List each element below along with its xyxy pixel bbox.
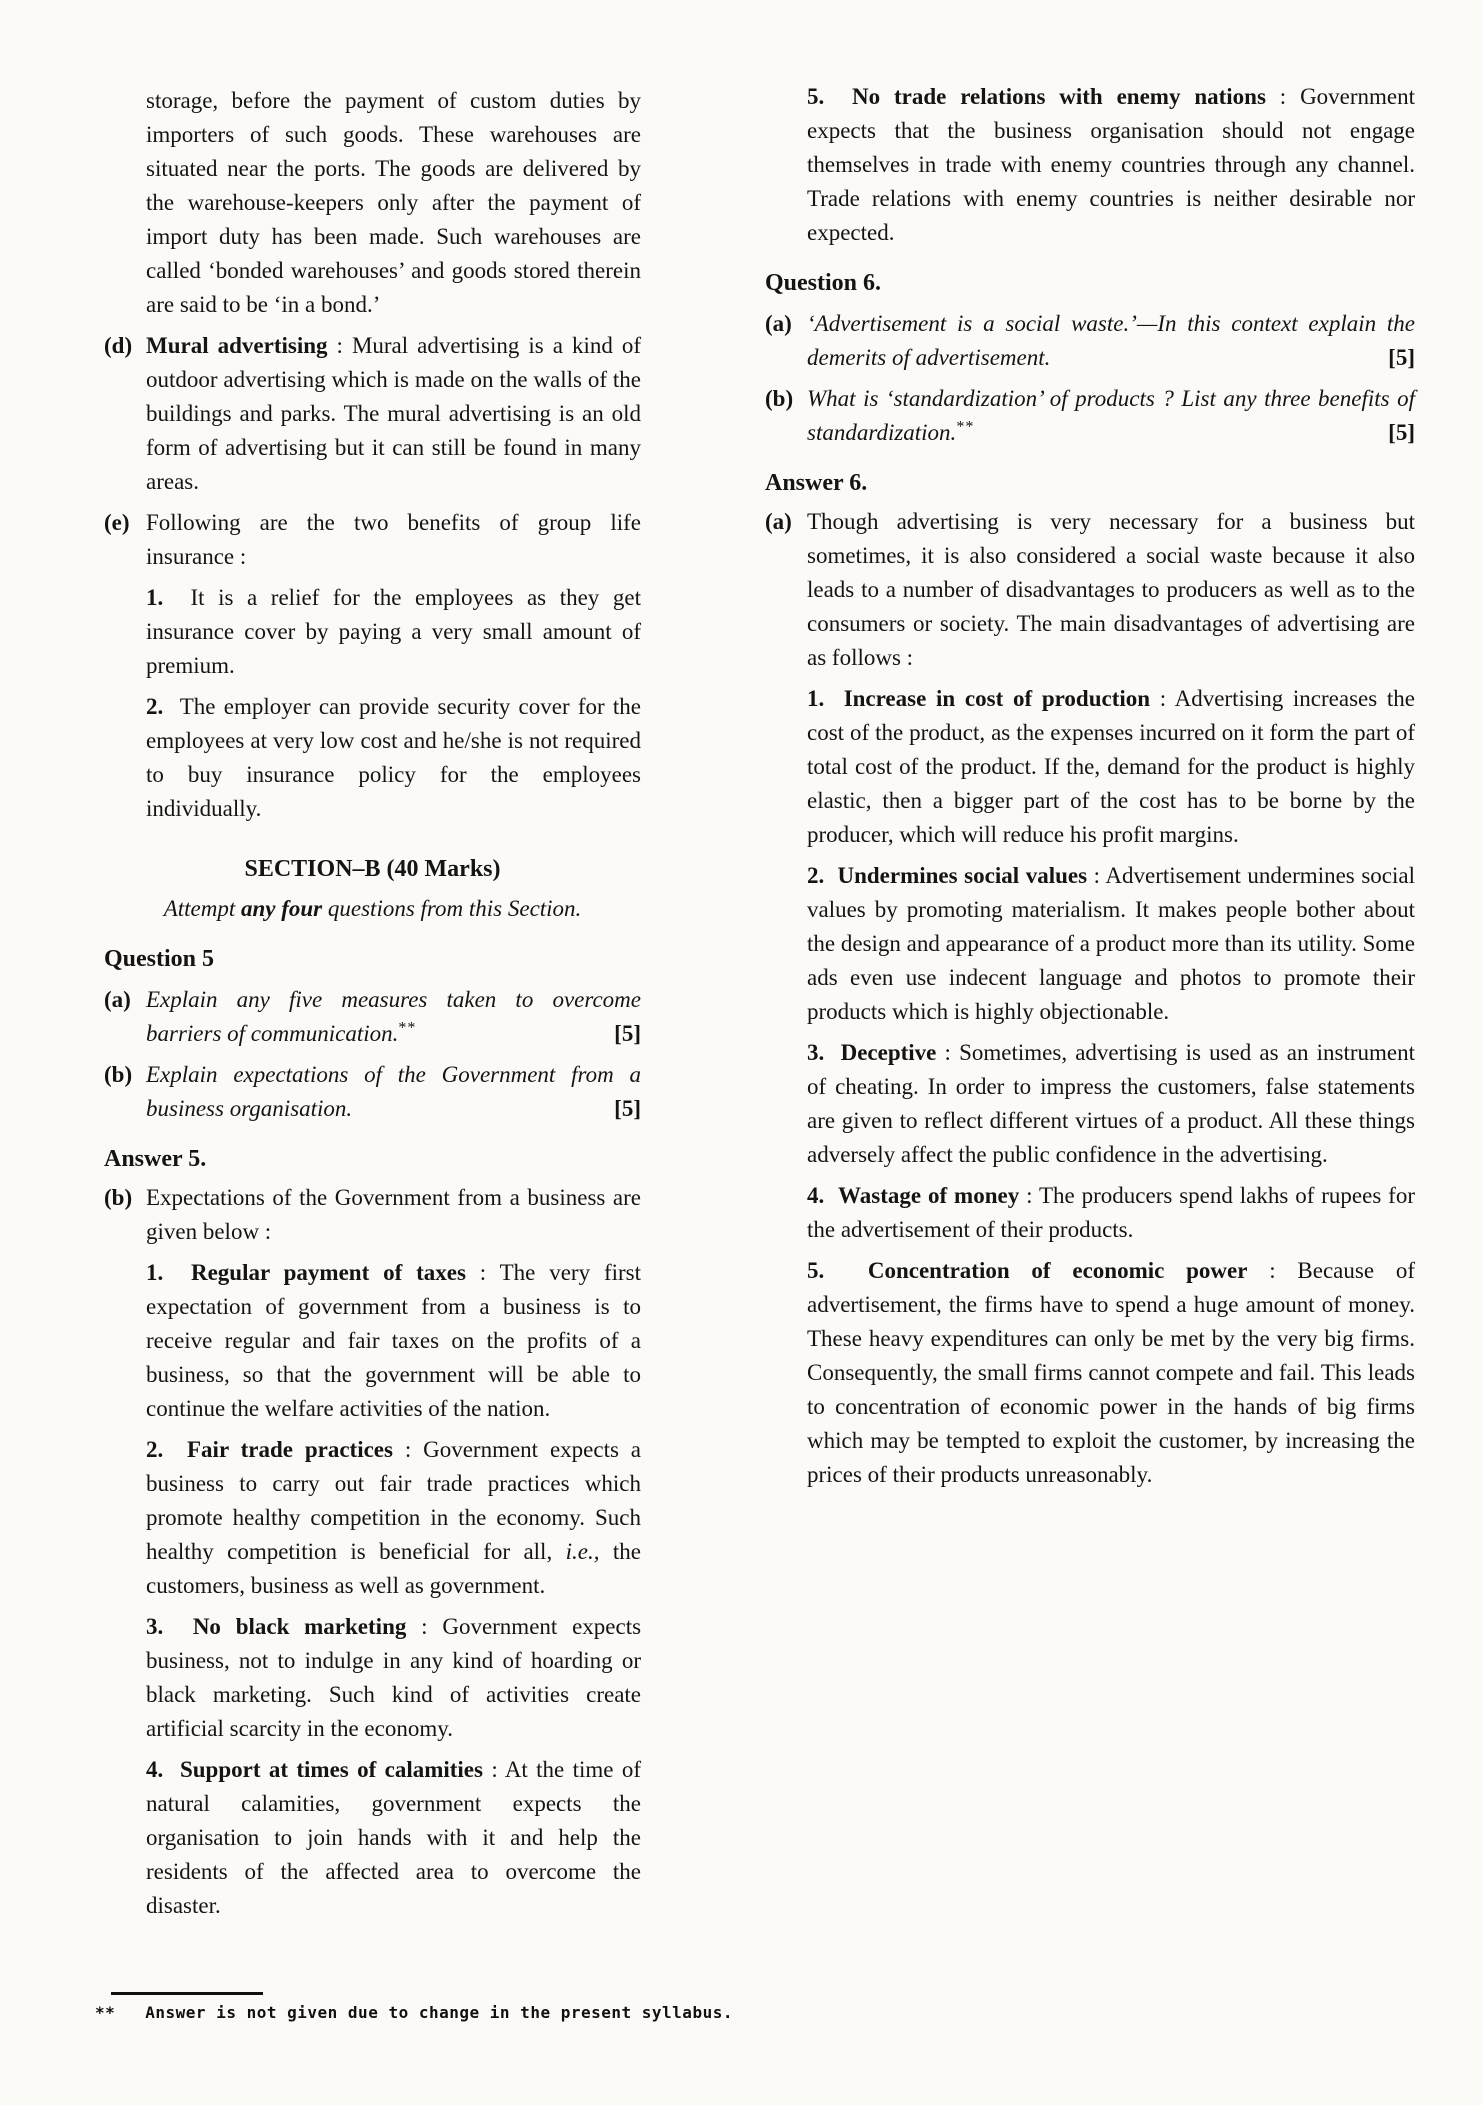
footnote — [95, 1992, 733, 2022]
point-text: Advertising increases the cost of the product, as the expenses incurred on it form the part of total cost of the product. If the, demand for the product is highly elastic, then a bigger part of the cost has to be borne by the producer, which will reduce his profit margins. — [807, 686, 1416, 847]
note-bold: any four — [240, 896, 323, 921]
answer5-b — [104, 1181, 641, 1923]
section-b-heading: SECTION–B (40 Marks) — [244, 856, 501, 882]
point-sep: : — [936, 1040, 960, 1065]
answer5-point-4 — [146, 1753, 641, 1923]
point-text: Advertisement undermines social values by promoting materialism. It makes people bother about the design and appearance of a product more than its utility. Some ads even use indecent language and photos to promote their products which is highly objectionable. — [807, 863, 1415, 1024]
point-text: The employer can provide security cover for the employees at very low cost and he/she is not required to buy insurance policy for the employees individually. — [146, 694, 642, 821]
right-column — [765, 80, 1415, 1492]
answer5-b-label: (b) — [104, 1185, 133, 1210]
point-lead: No trade relations with enemy nations — [852, 84, 1266, 109]
answer4-point-5 — [807, 80, 1415, 250]
point-number: 3. — [146, 1614, 164, 1639]
note-post: questions from this Section. — [322, 896, 582, 921]
point-lead: Concentration of economic power — [867, 1258, 1248, 1283]
question5-a-text: Explain any five measures taken to overcome barriers of communication. — [146, 987, 641, 1046]
section-b-note — [104, 892, 641, 926]
item-e-point-1 — [146, 581, 641, 683]
point-sep: : — [1019, 1183, 1039, 1208]
question6-a — [765, 307, 1415, 375]
item-d-body: Mural advertising is a kind of outdoor advertising which is made on the walls of the buildings and parks. The mural advertising is an old form of advertising but it can still be found in many areas. — [146, 333, 642, 494]
item-d-label: (d) — [104, 333, 133, 358]
question6-b-marks: [5] — [1388, 420, 1415, 445]
point-number: 2. — [146, 694, 164, 719]
question6-a-text: ‘Advertisement is a social waste.’—In this context explain the demerits of advertisement. — [807, 311, 1415, 370]
point-lead: Regular payment of taxes — [190, 1260, 466, 1285]
answer6-point-5 — [807, 1254, 1415, 1492]
double-star-reference: ** — [956, 418, 975, 436]
footnote-marker: ** — [95, 2003, 116, 2022]
list-item-e — [104, 506, 641, 826]
point-number: 3. — [807, 1040, 825, 1065]
point-number: 5. — [807, 84, 825, 109]
answer6-point-1 — [807, 682, 1415, 852]
answer6-a — [765, 505, 1415, 1492]
list-item-d — [104, 329, 641, 499]
point-sep: : — [482, 1757, 505, 1782]
point-lead: Support at times of calamities — [179, 1757, 483, 1782]
question5-a — [104, 983, 641, 1051]
point-lead: Wastage of money — [838, 1183, 1020, 1208]
point-number: 2. — [146, 1437, 164, 1462]
question6-title: Question 6. — [765, 270, 882, 296]
answer5-title: Answer 5. — [104, 1146, 207, 1172]
item-d-sep: : — [327, 333, 352, 358]
answer6-a-intro: Though advertising is very necessary for a business but sometimes, it is also considered a social waste because it also leads to a number of disadvantages to producers as well as to the consumers or society. The main disadvantages of advertising are as follows : — [807, 509, 1415, 670]
point-text-pre: Government expects a business to carry out fair trade practices which promote healthy competition in the economy. Such healthy competition is beneficial for all, — [146, 1437, 641, 1564]
question6-b — [765, 382, 1415, 450]
point-text: Because of advertisement, the firms have to spend a huge amount of money. These heavy expenditures can only be met by the very big firms. Consequently, the small firms cannot compete and fail. This leads to concentration of economic power in the hands of big firms which may be tempted to exploit the customer, by increasing the prices of their products unreasonably. — [807, 1258, 1415, 1487]
point-sep: : — [406, 1614, 443, 1639]
point-lead: No black marketing — [192, 1614, 407, 1639]
question5-b-text: Explain expectations of the Government from a business organisation. — [146, 1062, 641, 1121]
point-sep: : — [1150, 686, 1175, 711]
answer5-b-intro: Expectations of the Government from a business are given below : — [146, 1185, 641, 1244]
point-number: 1. — [807, 686, 825, 711]
point-number: 1. — [146, 1260, 164, 1285]
footnote-rule — [111, 1992, 263, 1995]
double-star-reference: ** — [398, 1019, 417, 1037]
question5-a-label: (a) — [104, 987, 131, 1012]
continuation-paragraph: storage, before the payment of custom duties by importers of such goods. These warehouses are situated near the ports. The goods are delivered by the warehouse-keepers only after the payment of import duty has been made. Such warehouses are called ‘bonded warehouses’ and goods stored therein are said to be ‘in a bond.’ — [146, 88, 641, 317]
question5-b-marks: [5] — [614, 1096, 641, 1121]
answer5-point-2 — [146, 1433, 641, 1603]
question6-a-label: (a) — [765, 311, 792, 336]
point-sep: : — [1087, 863, 1106, 888]
point-text: The producers spend lakhs of rupees for the advertisement of their products. — [807, 1183, 1415, 1242]
point-text: Government expects business, not to indulge in any kind of hoarding or black marketing. Such kind of activities create artificial scarcity in the economy. — [146, 1614, 642, 1741]
answer6-point-2 — [807, 859, 1415, 1029]
point-text: At the time of natural calamities, government expects the organisation to join hands with it and help the residents of the affected area to overcome the disaster. — [146, 1757, 642, 1918]
answer5-point-3 — [146, 1610, 641, 1746]
question6-a-marks: [5] — [1388, 345, 1415, 370]
question5-a-marks: [5] — [614, 1021, 641, 1046]
point-number: 2. — [807, 863, 825, 888]
point-lead: Undermines social values — [837, 863, 1088, 888]
point-text: The very first expectation of government from a business is to receive regular and fair taxes on the profits of a business, so that the government will be able to continue the welfare activities of the nation. — [146, 1260, 641, 1421]
point-sep: : — [1247, 1258, 1298, 1283]
point-text: Government expects that the business organisation should not engage themselves in trade with enemy countries through any channel. Trade relations with enemy countries is neither desirable nor expected. — [807, 84, 1416, 245]
answer6-title: Answer 6. — [765, 470, 868, 496]
point-number: 1. — [146, 585, 164, 610]
point-number: 4. — [807, 1183, 825, 1208]
point-lead: Increase in cost of production — [843, 686, 1151, 711]
point-lead: Fair trade practices — [187, 1437, 393, 1462]
item-e-point-2 — [146, 690, 641, 826]
question5-b-label: (b) — [104, 1062, 133, 1087]
answer6-point-4 — [807, 1179, 1415, 1247]
left-column — [104, 84, 641, 1923]
question6-b-label: (b) — [765, 386, 794, 411]
point-sep: : — [392, 1437, 424, 1462]
point-number: 5. — [807, 1258, 825, 1283]
item-e-label: (e) — [104, 510, 130, 535]
item-e-intro: Following are the two benefits of group life insurance : — [146, 510, 641, 569]
question5-b — [104, 1058, 641, 1126]
answer6-a-label: (a) — [765, 509, 792, 534]
point-lead: Deceptive — [840, 1040, 937, 1065]
item-d-text — [146, 329, 641, 499]
note-pre: Attempt — [163, 896, 241, 921]
question6-b-text: What is ‘standardization’ of products ? List any three benefits of standardization. — [807, 386, 1415, 445]
point-text: Sometimes, advertising is used as an instrument of cheating. In order to impress the customers, false statements are given to reflect different virtues of a product. All these things adversely affect the public confidence in the advertising. — [807, 1040, 1415, 1167]
point-sep: : — [1265, 84, 1301, 109]
footnote-text: Answer is not given due to change in the present syllabus. — [145, 2003, 733, 2022]
answer6-point-3 — [807, 1036, 1415, 1172]
answer5-point-1 — [146, 1256, 641, 1426]
point-text: It is a relief for the employees as they get insurance cover by paying a very small amount of premium. — [146, 585, 641, 678]
point-text-italic: i.e., — [565, 1539, 600, 1564]
question5-title: Question 5 — [104, 946, 215, 972]
point-number: 4. — [146, 1757, 164, 1782]
point-text-post: the customers, business as well as government. — [146, 1539, 641, 1598]
item-d-lead: Mural advertising — [146, 333, 328, 358]
point-sep: : — [465, 1260, 500, 1285]
